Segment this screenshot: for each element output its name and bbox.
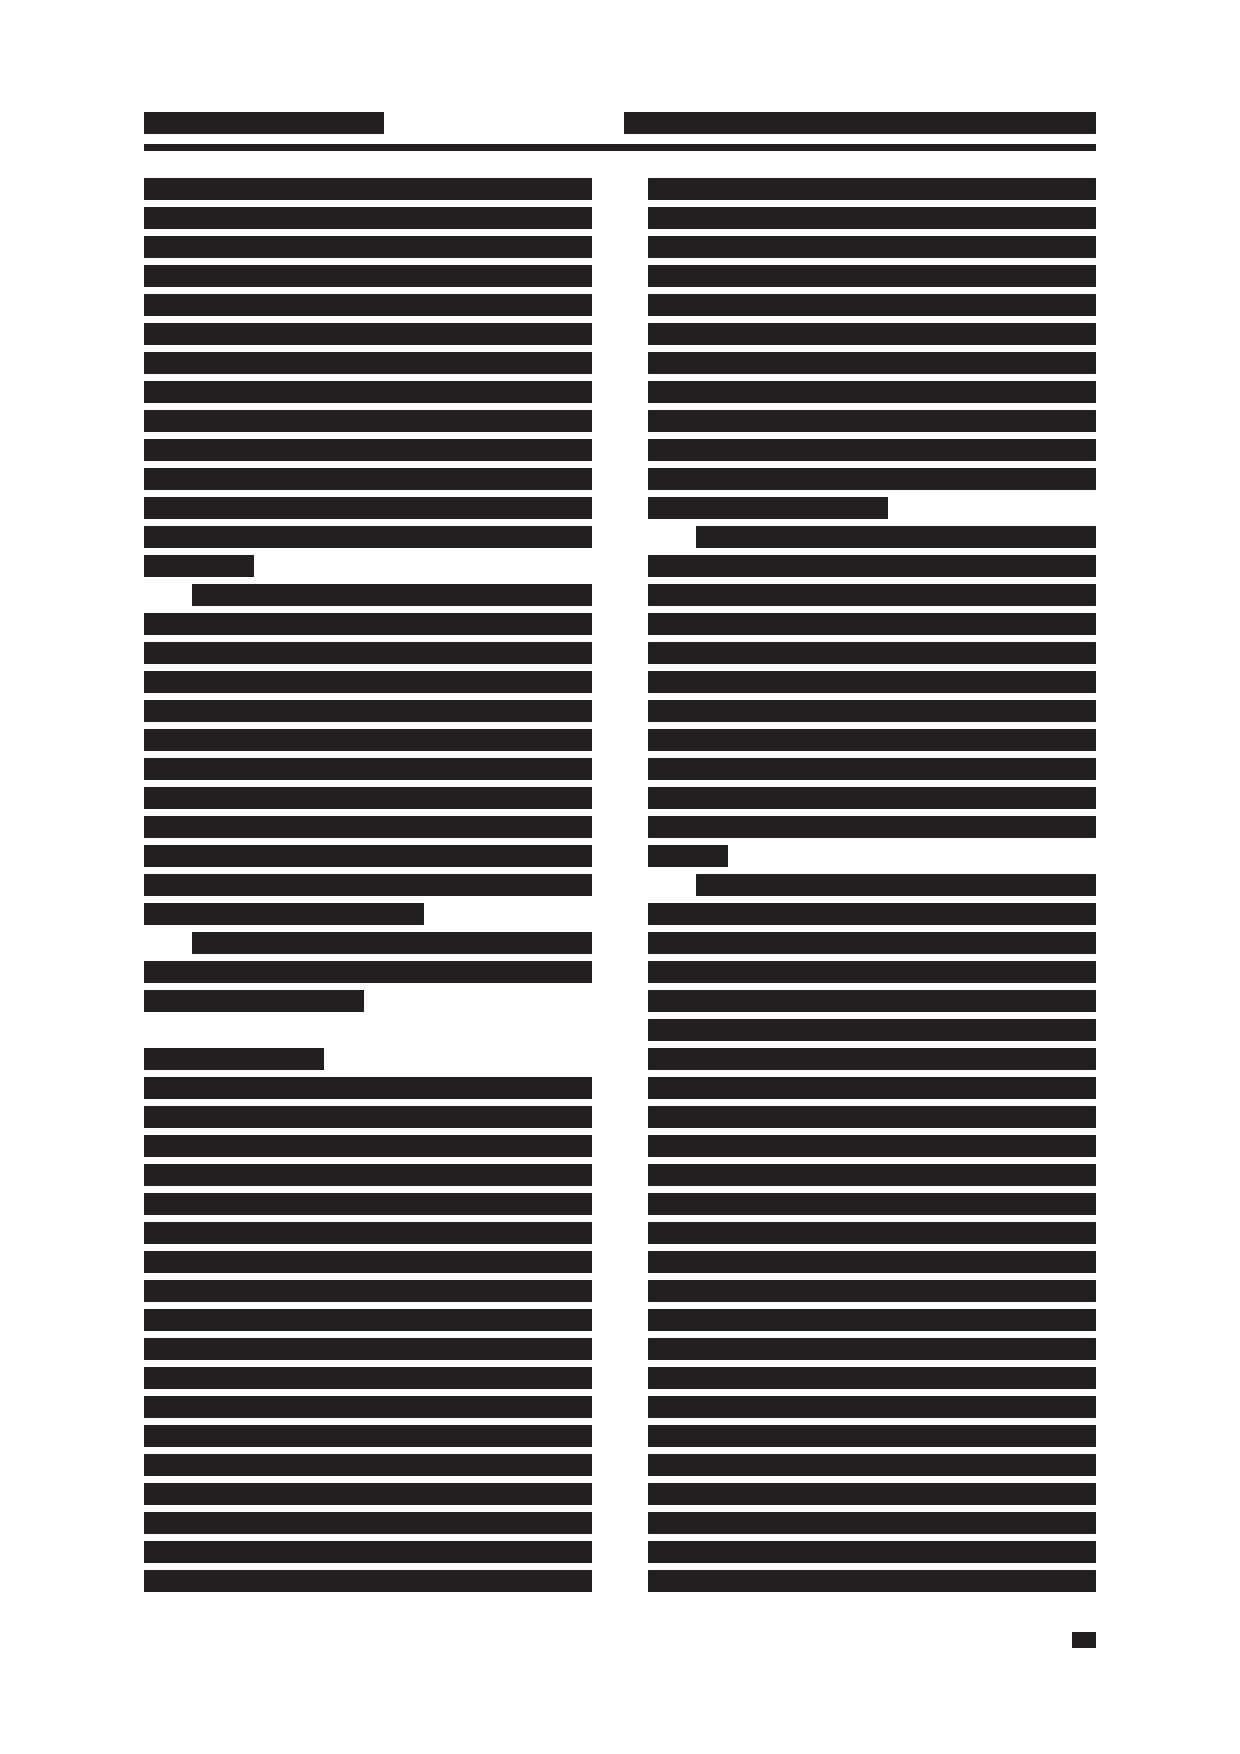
redacted-text-line [144, 1309, 592, 1331]
redacted-text-line [648, 1396, 1096, 1418]
redacted-text-line [648, 932, 1096, 954]
redacted-text-line [648, 1570, 1096, 1592]
redacted-text-line [144, 323, 592, 345]
redacted-text-line [648, 1367, 1096, 1389]
redacted-text-line [648, 468, 1096, 490]
redacted-text-line [144, 874, 592, 896]
redacted-text-line [648, 555, 1096, 577]
redacted-text-line [144, 381, 592, 403]
running-head-right [624, 112, 1096, 134]
redacted-text-line [144, 990, 364, 1012]
redacted-text-line [648, 1135, 1096, 1157]
redacted-text-line [648, 352, 1096, 374]
redacted-text-line [648, 1338, 1096, 1360]
redacted-text-line [144, 845, 592, 867]
redacted-text-line [144, 642, 592, 664]
redacted-text-line [144, 961, 592, 983]
redacted-text-line [648, 642, 1096, 664]
redacted-text-line [648, 903, 1096, 925]
redacted-text-line [648, 671, 1096, 693]
redacted-text-line [144, 1280, 592, 1302]
redacted-text-line [696, 526, 1096, 548]
header-rule [144, 144, 1096, 151]
running-head-left [144, 112, 384, 134]
redacted-text-line [144, 497, 592, 519]
redacted-text-line [144, 758, 592, 780]
redacted-text-line [648, 381, 1096, 403]
redacted-text-line [144, 294, 592, 316]
redacted-text-line [648, 439, 1096, 461]
redacted-text-line [648, 816, 1096, 838]
redacted-text-line [144, 1541, 592, 1563]
redacted-text-line [648, 613, 1096, 635]
redacted-text-line [648, 207, 1096, 229]
redacted-text-line [144, 1077, 592, 1099]
redacted-text-line [648, 1077, 1096, 1099]
redacted-text-line [192, 932, 592, 954]
redacted-text-line [144, 816, 592, 838]
redacted-text-line [648, 1483, 1096, 1505]
redacted-text-line [144, 1048, 324, 1070]
redacted-text-line [648, 1425, 1096, 1447]
redacted-text-line [648, 497, 888, 519]
redacted-text-line [144, 1106, 592, 1128]
redacted-text-line [648, 1454, 1096, 1476]
redacted-text-line [696, 874, 1096, 896]
redacted-text-line [144, 1251, 592, 1273]
redacted-text-line [648, 961, 1096, 983]
redacted-text-line [648, 1512, 1096, 1534]
redacted-text-line [648, 178, 1096, 200]
redacted-text-line [648, 1106, 1096, 1128]
redacted-text-line [144, 700, 592, 722]
redacted-text-line [648, 1048, 1096, 1070]
redacted-text-line [648, 1019, 1096, 1041]
redacted-text-line [144, 1193, 592, 1215]
redacted-text-line [192, 584, 592, 606]
redacted-text-line [648, 1309, 1096, 1331]
redacted-text-line [144, 468, 592, 490]
redacted-text-line [648, 323, 1096, 345]
redacted-text-line [144, 1338, 592, 1360]
redacted-text-line [648, 265, 1096, 287]
redacted-text-line [648, 584, 1096, 606]
redacted-text-line [144, 439, 592, 461]
redacted-text-line [648, 845, 728, 867]
redacted-text-line [648, 1251, 1096, 1273]
redacted-text-line [648, 787, 1096, 809]
redacted-text-line [648, 1164, 1096, 1186]
redacted-text-line [144, 410, 592, 432]
redacted-text-line [144, 671, 592, 693]
redacted-text-line [648, 758, 1096, 780]
redacted-text-line [144, 729, 592, 751]
redacted-text-line [648, 1222, 1096, 1244]
redacted-text-line [648, 729, 1096, 751]
redacted-text-line [144, 787, 592, 809]
page-number [1072, 1632, 1096, 1648]
redacted-text-line [144, 1512, 592, 1534]
redacted-text-line [144, 1396, 592, 1418]
redacted-text-line [144, 1222, 592, 1244]
redacted-text-line [144, 207, 592, 229]
redacted-text-line [144, 1367, 592, 1389]
redacted-text-line [648, 410, 1096, 432]
redacted-text-line [144, 903, 424, 925]
redacted-text-line [648, 1280, 1096, 1302]
redacted-text-line [648, 990, 1096, 1012]
redacted-text-line [648, 1541, 1096, 1563]
redacted-text-line [144, 352, 592, 374]
redacted-text-line [648, 236, 1096, 258]
redacted-text-line [144, 236, 592, 258]
redacted-text-line [144, 1425, 592, 1447]
redacted-text-line [144, 1135, 592, 1157]
redacted-text-line [144, 1483, 592, 1505]
redacted-text-line [144, 1570, 592, 1592]
redacted-text-line [144, 613, 592, 635]
redacted-text-line [648, 1193, 1096, 1215]
redacted-text-line [144, 526, 592, 548]
redacted-text-line [144, 178, 592, 200]
redacted-text-line [144, 1454, 592, 1476]
redacted-text-line [648, 294, 1096, 316]
redacted-text-line [648, 700, 1096, 722]
redacted-text-line [144, 265, 592, 287]
redacted-text-line [144, 1164, 592, 1186]
redacted-text-line [144, 555, 254, 577]
